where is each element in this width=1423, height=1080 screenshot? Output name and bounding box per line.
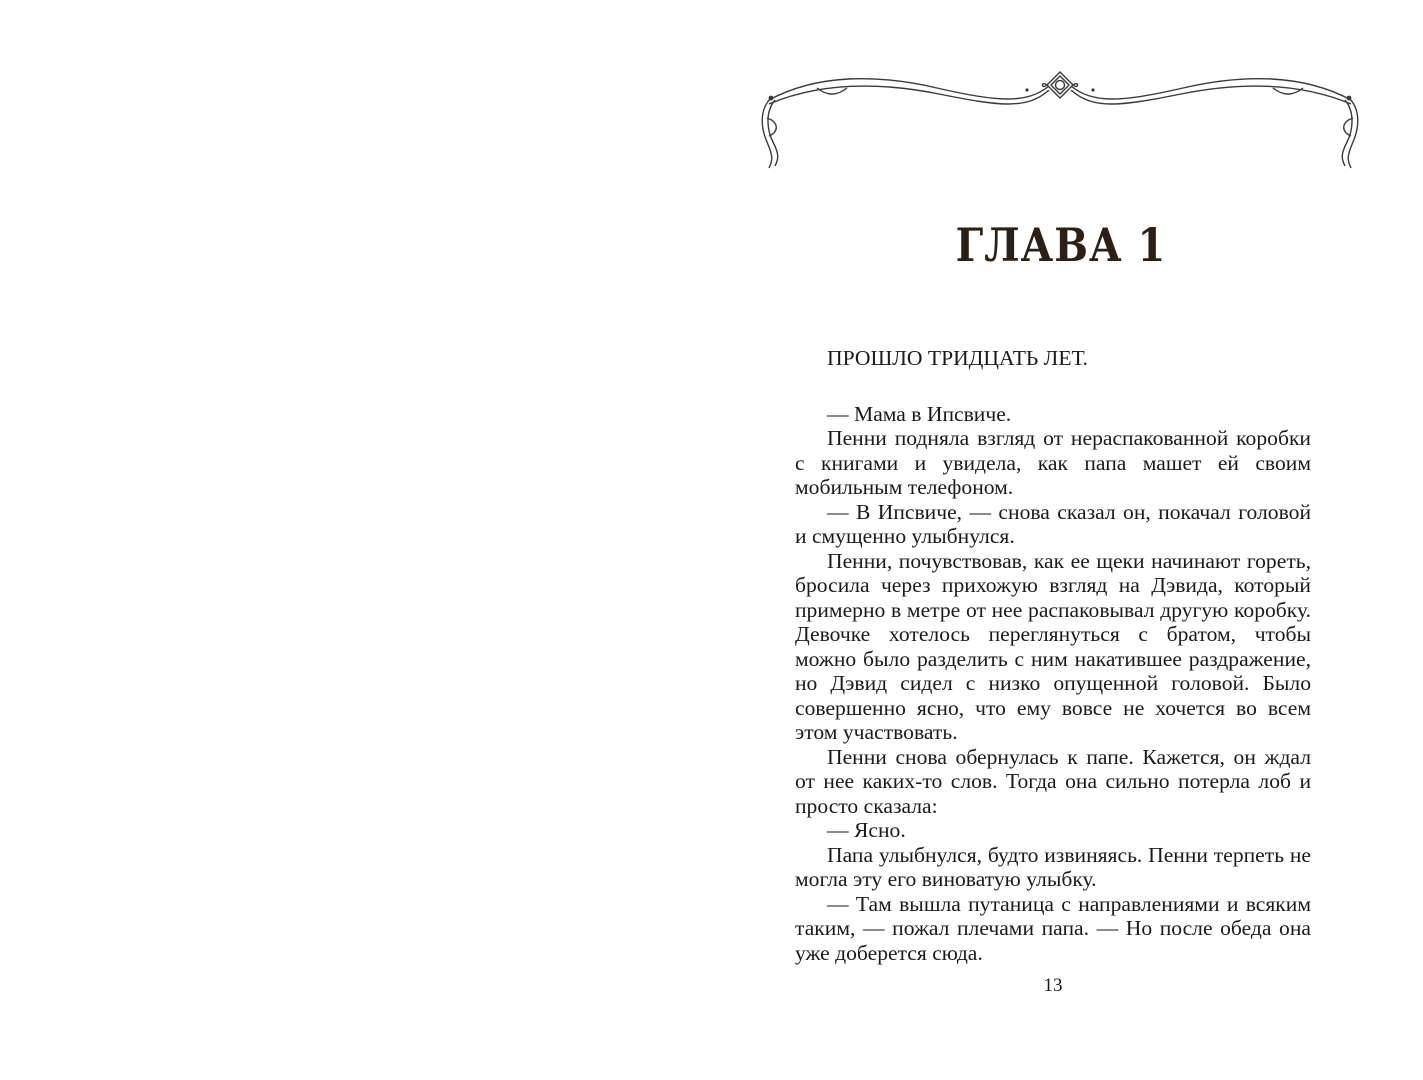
paragraph: — Там вышла путаница с направлениями и всяким таким, — пожал плечами папа. — Но после обеда она уже доберется сюда. bbox=[795, 891, 1311, 965]
chapter-body bbox=[795, 346, 1311, 965]
right-page bbox=[711, 0, 1423, 1080]
paragraph: Пенни снова обернулась к папе. Кажется, он ждал от нее каких-то слов. Тогда она сильно потерла лоб и просто сказала: bbox=[795, 744, 1311, 818]
paragraph: — В Ипсвиче, — снова сказал он, покачал головой и смущенно улыбнулся. bbox=[795, 499, 1311, 548]
chapter-title: ГЛАВА 1 bbox=[955, 218, 1167, 273]
ornament-icon bbox=[757, 68, 1363, 170]
page-number: 13 bbox=[1043, 975, 1063, 996]
paragraph: Пенни подняла взгляд от нераспакованной коробки с книгами и увидела, как папа машет ей своим мобильным телефоном. bbox=[795, 426, 1311, 499]
paragraph: — Мама в Ипсвиче. bbox=[827, 401, 1012, 426]
paragraph: Папа улыбнулся, будто извиняясь. Пенни терпеть не могла эту его виноватую улыбку. bbox=[795, 842, 1311, 891]
paragraph: — Ясно. bbox=[827, 818, 906, 842]
opening-line: ПРОШЛО ТРИДЦАТЬ ЛЕТ. bbox=[827, 346, 1088, 370]
left-page-blank bbox=[0, 0, 711, 1080]
paragraph: Пенни, почувствовав, как ее щеки начинают гореть, бросила через прихожую взгляд на Дэвида, который примерно в метре от нее распаковывал другую коробку. Девочке хотелось переглянуться с братом, чтобы можно было разделить с ним накатившее раздражение, но Дэвид сидел с низко опущенной головой. Было совершенно ясно, что ему вовсе не хочется во всем этом участвовать. bbox=[795, 548, 1311, 744]
